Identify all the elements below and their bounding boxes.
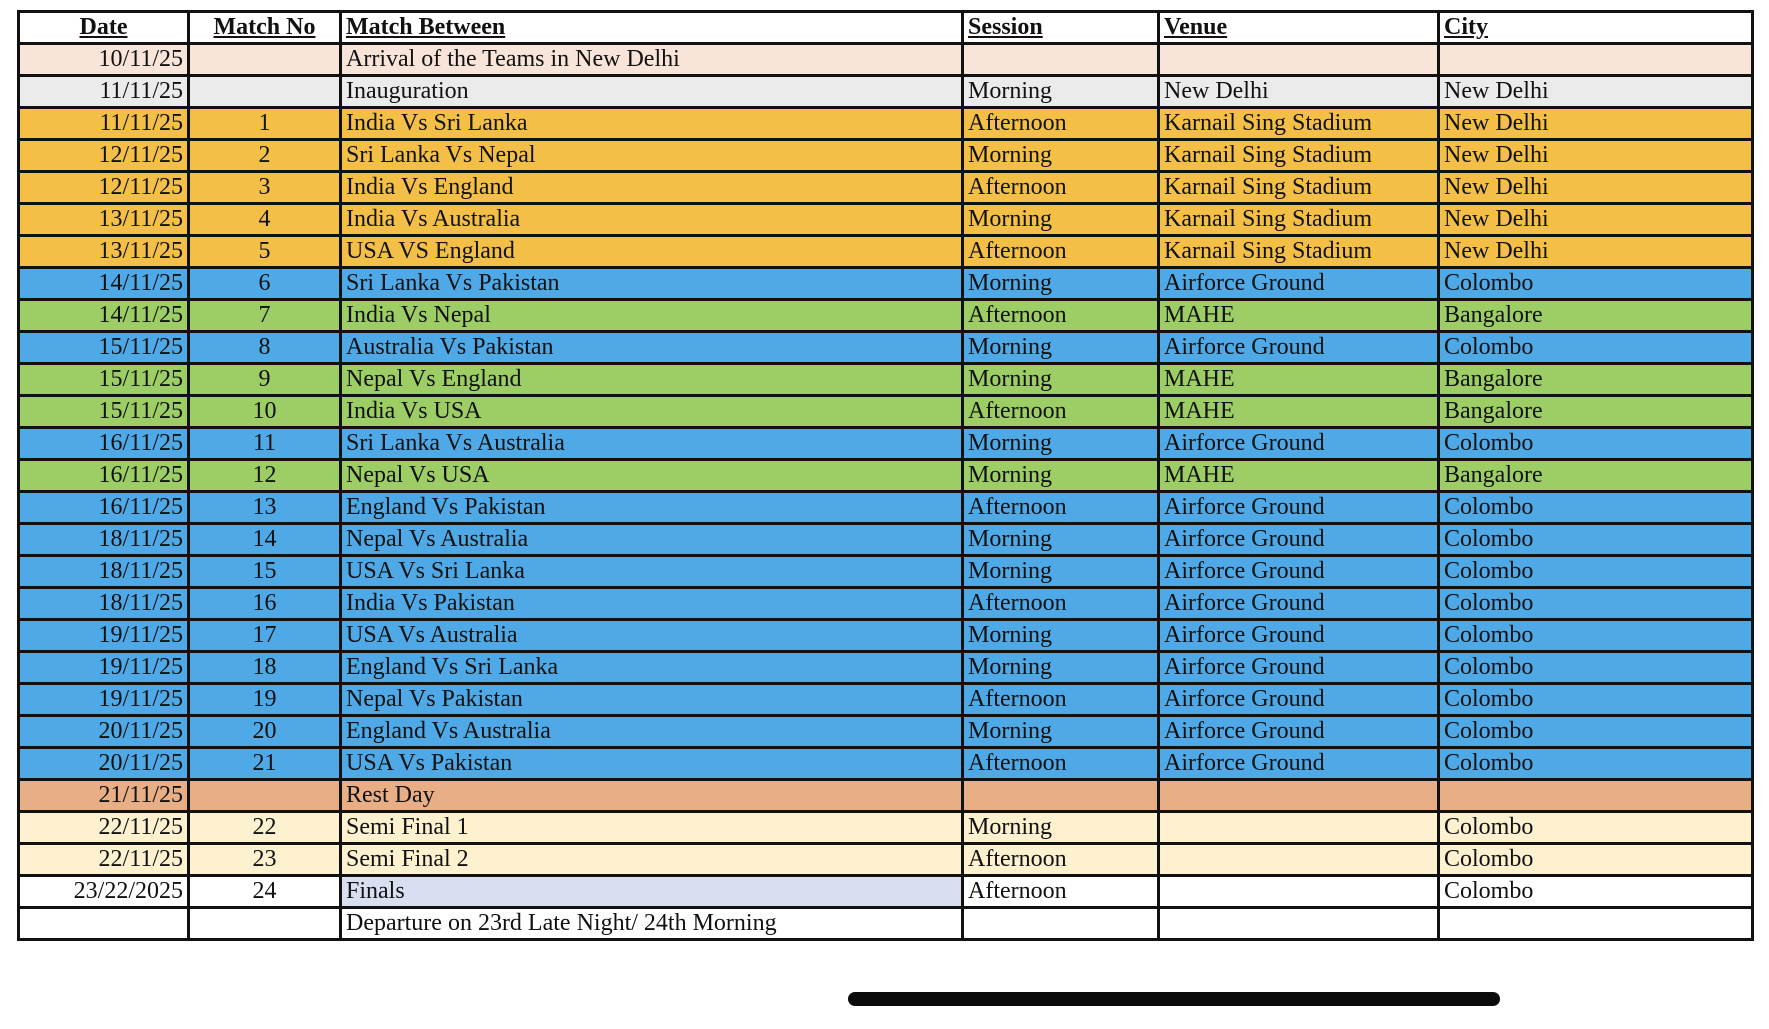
- session-cell: Morning: [963, 76, 1159, 108]
- session-cell: Morning: [963, 716, 1159, 748]
- session-cell: Afternoon: [963, 396, 1159, 428]
- match-no-cell: [189, 76, 341, 108]
- table-row: [19, 428, 1753, 460]
- table-row: [19, 44, 1753, 76]
- header-match-between: Match Between: [341, 12, 963, 44]
- date-cell: 14/11/25: [19, 268, 189, 300]
- match-no-cell: 14: [189, 524, 341, 556]
- date-cell: 15/11/25: [19, 364, 189, 396]
- match-between-cell: India Vs Nepal: [341, 300, 963, 332]
- header-city: City: [1439, 12, 1753, 44]
- session-cell: Morning: [963, 364, 1159, 396]
- city-cell: Colombo: [1439, 812, 1753, 844]
- date-cell: 21/11/25: [19, 780, 189, 812]
- match-no-cell: [189, 908, 341, 940]
- city-cell: Colombo: [1439, 652, 1753, 684]
- match-between-cell: Semi Final 1: [341, 812, 963, 844]
- table-row: [19, 140, 1753, 172]
- venue-cell: Airforce Ground: [1159, 428, 1439, 460]
- venue-cell: [1159, 812, 1439, 844]
- venue-cell: Airforce Ground: [1159, 716, 1439, 748]
- venue-cell: Karnail Sing Stadium: [1159, 236, 1439, 268]
- city-cell: Colombo: [1439, 524, 1753, 556]
- match-no-cell: 20: [189, 716, 341, 748]
- venue-cell: New Delhi: [1159, 76, 1439, 108]
- match-no-cell: 10: [189, 396, 341, 428]
- table-row: [19, 780, 1753, 812]
- match-no-cell: 8: [189, 332, 341, 364]
- match-between-cell: Departure on 23rd Late Night/ 24th Morning: [341, 908, 963, 940]
- match-no-cell: 2: [189, 140, 341, 172]
- date-cell: [19, 908, 189, 940]
- match-no-cell: 24: [189, 876, 341, 908]
- match-between-cell: USA Vs Sri Lanka: [341, 556, 963, 588]
- date-cell: 22/11/25: [19, 812, 189, 844]
- city-cell: Colombo: [1439, 876, 1753, 908]
- city-cell: New Delhi: [1439, 76, 1753, 108]
- date-cell: 16/11/25: [19, 428, 189, 460]
- session-cell: Morning: [963, 524, 1159, 556]
- match-between-cell: England Vs Pakistan: [341, 492, 963, 524]
- table-row: [19, 588, 1753, 620]
- city-cell: Bangalore: [1439, 300, 1753, 332]
- table-row: [19, 684, 1753, 716]
- date-cell: 12/11/25: [19, 172, 189, 204]
- session-cell: Morning: [963, 428, 1159, 460]
- session-cell: Afternoon: [963, 172, 1159, 204]
- session-cell: Morning: [963, 812, 1159, 844]
- session-cell: Morning: [963, 556, 1159, 588]
- match-no-cell: 18: [189, 652, 341, 684]
- match-no-cell: 11: [189, 428, 341, 460]
- table-row: [19, 620, 1753, 652]
- city-cell: Bangalore: [1439, 460, 1753, 492]
- table-row: [19, 748, 1753, 780]
- table-row: [19, 492, 1753, 524]
- venue-cell: Karnail Sing Stadium: [1159, 108, 1439, 140]
- table-row: [19, 364, 1753, 396]
- match-no-cell: [189, 44, 341, 76]
- venue-cell: [1159, 844, 1439, 876]
- match-between-cell: Arrival of the Teams in New Delhi: [341, 44, 963, 76]
- match-no-cell: 9: [189, 364, 341, 396]
- city-cell: Colombo: [1439, 684, 1753, 716]
- date-cell: 22/11/25: [19, 844, 189, 876]
- date-cell: 11/11/25: [19, 76, 189, 108]
- table-row: [19, 300, 1753, 332]
- venue-cell: [1159, 908, 1439, 940]
- venue-cell: Airforce Ground: [1159, 652, 1439, 684]
- session-cell: Afternoon: [963, 492, 1159, 524]
- table-row: [19, 876, 1753, 908]
- match-between-cell: India Vs Pakistan: [341, 588, 963, 620]
- session-cell: Afternoon: [963, 300, 1159, 332]
- city-cell: Colombo: [1439, 492, 1753, 524]
- session-cell: Morning: [963, 332, 1159, 364]
- session-cell: Afternoon: [963, 236, 1159, 268]
- city-cell: [1439, 780, 1753, 812]
- match-between-cell: Finals: [341, 876, 963, 908]
- city-cell: New Delhi: [1439, 204, 1753, 236]
- venue-cell: Airforce Ground: [1159, 684, 1439, 716]
- table-row: [19, 460, 1753, 492]
- horizontal-scroll-indicator[interactable]: [848, 992, 1500, 1006]
- table-row: [19, 812, 1753, 844]
- venue-cell: MAHE: [1159, 460, 1439, 492]
- match-no-cell: 1: [189, 108, 341, 140]
- session-cell: Afternoon: [963, 108, 1159, 140]
- date-cell: 19/11/25: [19, 620, 189, 652]
- match-no-cell: 23: [189, 844, 341, 876]
- match-no-cell: 21: [189, 748, 341, 780]
- city-cell: Bangalore: [1439, 396, 1753, 428]
- match-between-cell: Sri Lanka Vs Australia: [341, 428, 963, 460]
- venue-cell: Karnail Sing Stadium: [1159, 140, 1439, 172]
- venue-cell: MAHE: [1159, 300, 1439, 332]
- table-row: [19, 76, 1753, 108]
- city-cell: Colombo: [1439, 620, 1753, 652]
- match-no-cell: 7: [189, 300, 341, 332]
- date-cell: 20/11/25: [19, 716, 189, 748]
- session-cell: Afternoon: [963, 588, 1159, 620]
- match-between-cell: India Vs England: [341, 172, 963, 204]
- city-cell: Colombo: [1439, 332, 1753, 364]
- table-row: [19, 204, 1753, 236]
- city-cell: Colombo: [1439, 844, 1753, 876]
- header-match-no: Match No: [189, 12, 341, 44]
- session-cell: Afternoon: [963, 844, 1159, 876]
- date-cell: 16/11/25: [19, 460, 189, 492]
- venue-cell: [1159, 876, 1439, 908]
- date-cell: 18/11/25: [19, 556, 189, 588]
- session-cell: Morning: [963, 620, 1159, 652]
- header-session: Session: [963, 12, 1159, 44]
- table-row: [19, 332, 1753, 364]
- date-cell: 19/11/25: [19, 652, 189, 684]
- match-between-cell: England Vs Australia: [341, 716, 963, 748]
- match-no-cell: [189, 780, 341, 812]
- match-between-cell: England Vs Sri Lanka: [341, 652, 963, 684]
- date-cell: 18/11/25: [19, 524, 189, 556]
- match-no-cell: 5: [189, 236, 341, 268]
- match-between-cell: India Vs Sri Lanka: [341, 108, 963, 140]
- date-cell: 15/11/25: [19, 332, 189, 364]
- session-cell: Morning: [963, 204, 1159, 236]
- venue-cell: Airforce Ground: [1159, 620, 1439, 652]
- match-between-cell: Sri Lanka Vs Pakistan: [341, 268, 963, 300]
- table-row: [19, 172, 1753, 204]
- header-venue: Venue: [1159, 12, 1439, 44]
- match-between-cell: Semi Final 2: [341, 844, 963, 876]
- venue-cell: Airforce Ground: [1159, 492, 1439, 524]
- session-cell: [963, 44, 1159, 76]
- city-cell: New Delhi: [1439, 236, 1753, 268]
- venue-cell: Karnail Sing Stadium: [1159, 204, 1439, 236]
- date-cell: 20/11/25: [19, 748, 189, 780]
- match-no-cell: 22: [189, 812, 341, 844]
- table-row: [19, 396, 1753, 428]
- date-cell: 14/11/25: [19, 300, 189, 332]
- date-cell: 18/11/25: [19, 588, 189, 620]
- date-cell: 16/11/25: [19, 492, 189, 524]
- table-row: [19, 236, 1753, 268]
- match-between-cell: USA Vs Pakistan: [341, 748, 963, 780]
- session-cell: [963, 908, 1159, 940]
- city-cell: [1439, 908, 1753, 940]
- table-row: [19, 268, 1753, 300]
- table-row: [19, 908, 1753, 940]
- venue-cell: [1159, 780, 1439, 812]
- session-cell: Morning: [963, 652, 1159, 684]
- city-cell: Colombo: [1439, 748, 1753, 780]
- match-between-cell: Nepal Vs USA: [341, 460, 963, 492]
- city-cell: Bangalore: [1439, 364, 1753, 396]
- match-between-cell: Inauguration: [341, 76, 963, 108]
- city-cell: Colombo: [1439, 428, 1753, 460]
- session-cell: [963, 780, 1159, 812]
- match-between-cell: Nepal Vs England: [341, 364, 963, 396]
- match-no-cell: 13: [189, 492, 341, 524]
- table-row: [19, 108, 1753, 140]
- session-cell: Afternoon: [963, 876, 1159, 908]
- match-no-cell: 3: [189, 172, 341, 204]
- header-row: [19, 12, 1753, 44]
- date-cell: 19/11/25: [19, 684, 189, 716]
- city-cell: Colombo: [1439, 588, 1753, 620]
- match-no-cell: 6: [189, 268, 341, 300]
- session-cell: Afternoon: [963, 748, 1159, 780]
- table-row: [19, 844, 1753, 876]
- match-between-cell: Rest Day: [341, 780, 963, 812]
- venue-cell: [1159, 44, 1439, 76]
- match-no-cell: 19: [189, 684, 341, 716]
- city-cell: Colombo: [1439, 556, 1753, 588]
- venue-cell: Airforce Ground: [1159, 588, 1439, 620]
- venue-cell: Karnail Sing Stadium: [1159, 172, 1439, 204]
- venue-cell: Airforce Ground: [1159, 332, 1439, 364]
- match-no-cell: 4: [189, 204, 341, 236]
- date-cell: 11/11/25: [19, 108, 189, 140]
- city-cell: New Delhi: [1439, 172, 1753, 204]
- session-cell: Morning: [963, 268, 1159, 300]
- city-cell: [1439, 44, 1753, 76]
- match-between-cell: Nepal Vs Pakistan: [341, 684, 963, 716]
- venue-cell: MAHE: [1159, 396, 1439, 428]
- date-cell: 12/11/25: [19, 140, 189, 172]
- date-cell: 15/11/25: [19, 396, 189, 428]
- table-row: [19, 524, 1753, 556]
- match-no-cell: 15: [189, 556, 341, 588]
- match-between-cell: India Vs Australia: [341, 204, 963, 236]
- venue-cell: Airforce Ground: [1159, 556, 1439, 588]
- date-cell: 13/11/25: [19, 236, 189, 268]
- match-no-cell: 17: [189, 620, 341, 652]
- match-between-cell: Australia Vs Pakistan: [341, 332, 963, 364]
- match-between-cell: USA VS England: [341, 236, 963, 268]
- date-cell: 23/22/2025: [19, 876, 189, 908]
- match-between-cell: USA Vs Australia: [341, 620, 963, 652]
- table-row: [19, 716, 1753, 748]
- match-between-cell: Sri Lanka Vs Nepal: [341, 140, 963, 172]
- date-cell: 10/11/25: [19, 44, 189, 76]
- table-row: [19, 652, 1753, 684]
- match-no-cell: 12: [189, 460, 341, 492]
- venue-cell: MAHE: [1159, 364, 1439, 396]
- table-row: [19, 556, 1753, 588]
- match-between-cell: Nepal Vs Australia: [341, 524, 963, 556]
- venue-cell: Airforce Ground: [1159, 268, 1439, 300]
- city-cell: New Delhi: [1439, 140, 1753, 172]
- session-cell: Afternoon: [963, 684, 1159, 716]
- session-cell: Morning: [963, 460, 1159, 492]
- match-schedule-table: [17, 10, 1754, 941]
- date-cell: 13/11/25: [19, 204, 189, 236]
- header-date: Date: [19, 12, 189, 44]
- match-no-cell: 16: [189, 588, 341, 620]
- session-cell: Morning: [963, 140, 1159, 172]
- city-cell: Colombo: [1439, 716, 1753, 748]
- venue-cell: Airforce Ground: [1159, 748, 1439, 780]
- venue-cell: Airforce Ground: [1159, 524, 1439, 556]
- city-cell: Colombo: [1439, 268, 1753, 300]
- city-cell: New Delhi: [1439, 108, 1753, 140]
- match-between-cell: India Vs USA: [341, 396, 963, 428]
